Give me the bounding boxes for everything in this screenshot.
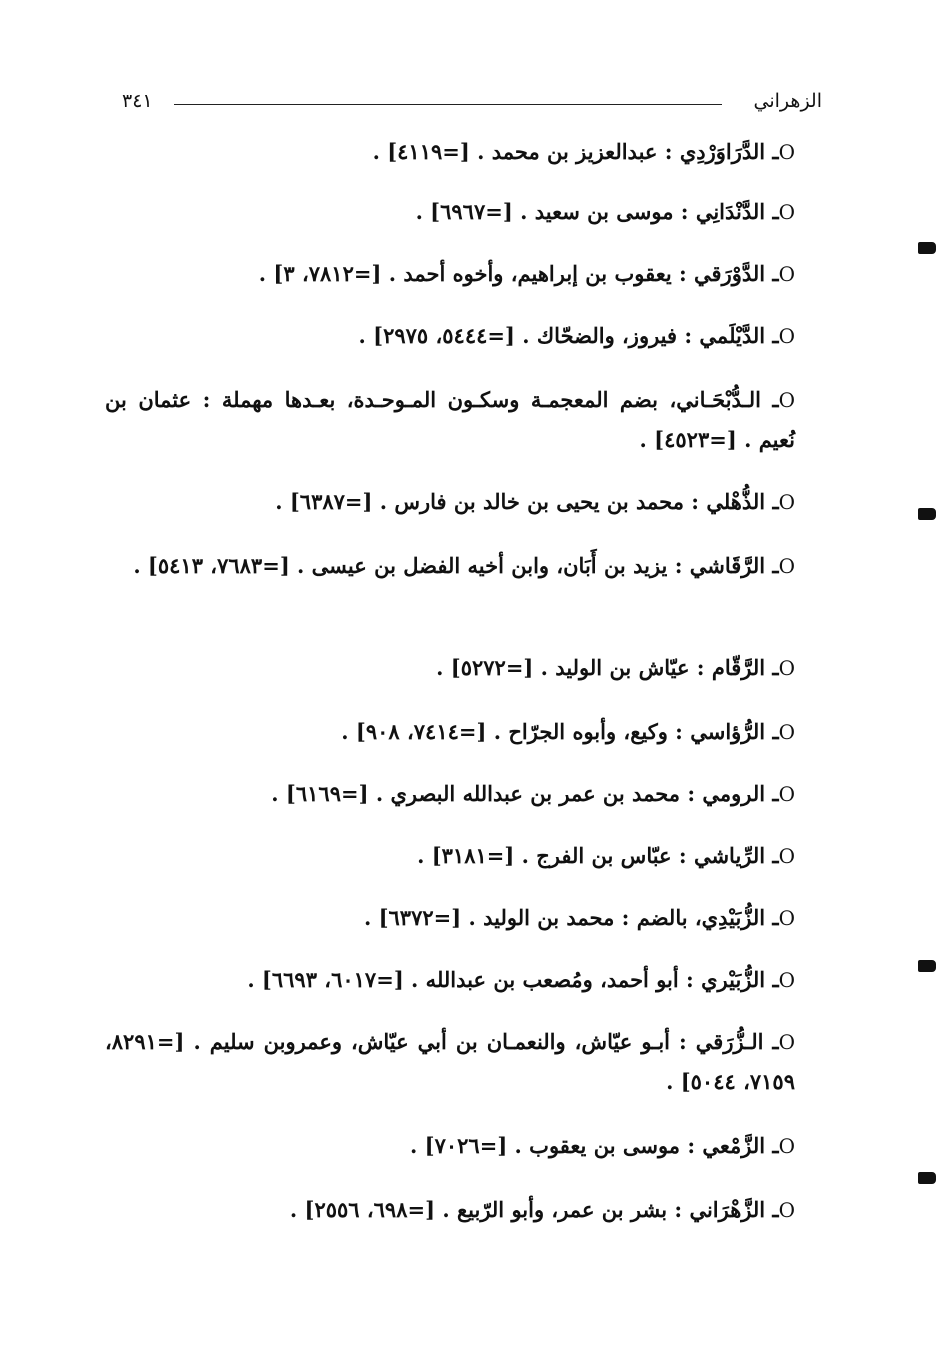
page-number: ٣٤١ bbox=[122, 90, 153, 112]
entry-text: ـ الزُّبَيْدِي، بالضم : محمد بن الوليد . [=٦٣٧٢] . bbox=[363, 905, 779, 930]
bullet-circle-icon: O bbox=[778, 720, 795, 744]
bullet-circle-icon: O bbox=[778, 200, 795, 224]
page-header bbox=[122, 90, 822, 120]
entry-text: ـ الرَّقّام : عيّاش بن الوليد . [=٥٢٧٢] . bbox=[436, 655, 779, 680]
bullet-circle-icon: O bbox=[778, 656, 795, 680]
bullet-circle-icon: O bbox=[778, 388, 795, 412]
list-item bbox=[247, 960, 795, 1000]
entry-text: ـ الزَّهْرَاني : بشر بن عمر، وأبو الرّبيع . [=٦٩٨، ٢٥٥٦] . bbox=[289, 1197, 779, 1222]
margin-marker bbox=[918, 508, 936, 520]
bullet-circle-icon: O bbox=[778, 140, 795, 164]
bullet-circle-icon: O bbox=[778, 262, 795, 286]
entry-text: ـ الدَّرَاوَرْدِي : عبدالعزيز بن محمد . [=٤١١٩] . bbox=[372, 139, 779, 164]
entry-text: ـ الدَّيْلَمي : فيروز، والضحّاك . [=٥٤٤٤، ٢٩٧٥] . bbox=[358, 323, 779, 348]
entry-text: ـ الرِّياشي : عبّاس بن الفرج . [=٣١٨١] . bbox=[417, 843, 779, 868]
list-item bbox=[410, 1126, 795, 1166]
bullet-circle-icon: O bbox=[778, 490, 795, 514]
margin-marker bbox=[918, 960, 936, 972]
bullet-circle-icon: O bbox=[778, 968, 795, 992]
entry-text: ـ الزَّمْعي : موسى بن يعقوب . [=٧٠٢٦] . bbox=[410, 1133, 779, 1158]
header-rule bbox=[174, 104, 722, 105]
list-item bbox=[259, 254, 795, 294]
list-item bbox=[105, 380, 795, 460]
bullet-circle-icon: O bbox=[778, 782, 795, 806]
list-item bbox=[436, 648, 795, 688]
entry-text: ـ الرَّقَاشي : يزيد بن أَبَان، وابن أخيه الفضل بن عيسى . [=٧٦٨٣، ٥٤١٣] . bbox=[133, 553, 779, 578]
entry-text: ـ الرُّؤاسي : وكيع، وأبوه الجرّاح . [=٧٤١٤، ٩٠٨] . bbox=[341, 719, 779, 744]
list-item bbox=[364, 898, 795, 938]
entry-text: ـ الزُّبَيْري : أبو أحمد، ومُصعب بن عبدالله . [=٦٠١٧، ٦٦٩٣] . bbox=[247, 967, 779, 992]
margin-marker bbox=[918, 1172, 936, 1184]
list-item bbox=[290, 1190, 795, 1230]
list-item bbox=[105, 1022, 795, 1102]
list-item bbox=[417, 836, 795, 876]
bullet-circle-icon: O bbox=[778, 1030, 795, 1054]
entry-text: ـ الرومي : محمد بن عمر بن عبدالله البصري . [=٦١٦٩] . bbox=[271, 781, 779, 806]
bullet-circle-icon: O bbox=[778, 844, 795, 868]
margin-marker bbox=[918, 242, 936, 254]
list-item bbox=[416, 192, 795, 232]
bullet-circle-icon: O bbox=[778, 906, 795, 930]
running-title: الزهراني bbox=[753, 90, 822, 112]
list-item bbox=[275, 482, 795, 522]
entry-text: ـ الـزُّرَقي : أبـو عيّاش، والنعمـان بن أبي عيّاش، وعمروبن سليم . [=٨٢٩١، ٧١٥٩، ٥٠٤٤] . bbox=[105, 1029, 795, 1094]
entry-text: ـ الدَّنْدَانِي : موسى بن سعيد . [=٦٩٦٧] . bbox=[415, 199, 779, 224]
list-item bbox=[341, 712, 795, 752]
bullet-circle-icon: O bbox=[778, 554, 795, 578]
list-item bbox=[105, 546, 795, 586]
list-item bbox=[373, 132, 795, 172]
bullet-circle-icon: O bbox=[778, 324, 795, 348]
bullet-circle-icon: O bbox=[778, 1198, 795, 1222]
list-item bbox=[271, 774, 795, 814]
list-item bbox=[359, 316, 796, 356]
bullet-circle-icon: O bbox=[778, 1134, 795, 1158]
entry-text: ـ الـدُّبْحَـاني، بضم المعجمـة وسكـون المـوحـدة، بعـدها مهملة : عثمان بن نُعيم . [=٤٥٢٣] . bbox=[105, 387, 795, 452]
entry-text: ـ الذُّهْلي : محمد بن يحيى بن خالد بن فارس . [=٦٣٨٧] . bbox=[275, 489, 779, 514]
entry-text: ـ الدَّوْرَقي : يعقوب بن إبراهيم، وأخوه أحمد . [=٧٨١٢، ٣] . bbox=[258, 261, 779, 286]
